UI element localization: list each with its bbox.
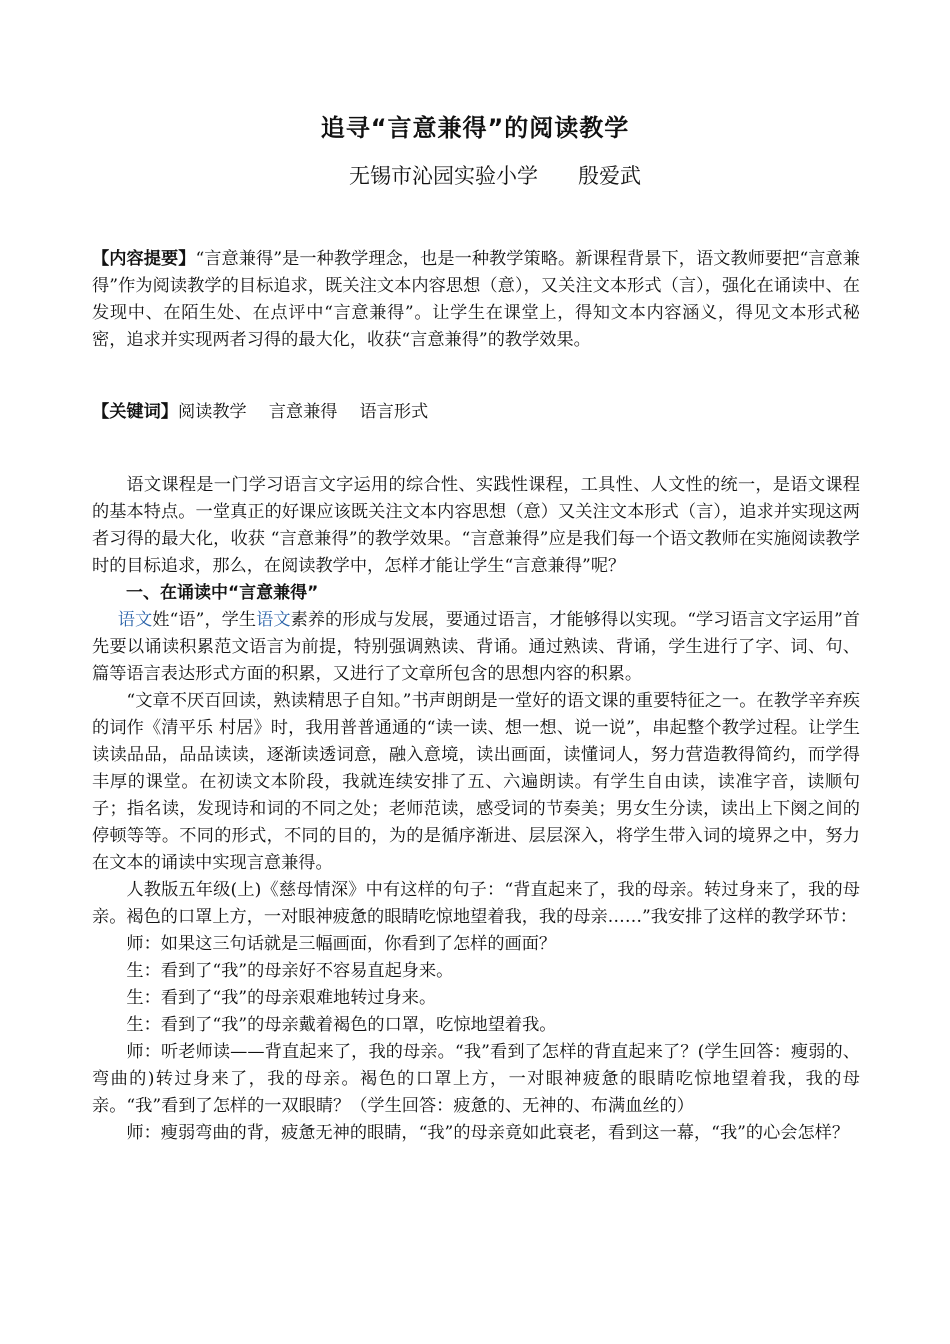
author-line — [0, 160, 950, 190]
intro-paragraph: 语文课程是一门学习语言文字运用的综合性、实践性课程，工具性、人文性的统一，是语文课程的基本特点。一堂真正的好课应该既关注文本内容思想（意）又关注文本形式（言），追求并实现这两者习得的最大化，收获 “言意兼得”的教学效果。“言意兼得”应是我们每一个语文教师在实施阅读教学时的目标追求，那么，在阅读教学中，怎样才能让学生“言意兼得”呢？ — [92, 475, 860, 576]
abstract-paragraph — [92, 246, 860, 354]
school-name: 无锡市沁园实验小学 — [349, 164, 538, 188]
keywords-line — [92, 399, 860, 426]
dialogue-line: 师：如果这三句话就是三幅画面，你看到了怎样的画面？ — [126, 934, 557, 954]
body-paragraph: 人教版五年级(上)《慈母情深》中有这样的句子：“背直起来了，我的母亲。转过身来了，我的母亲。褐色的口罩上方，一对眼神疲惫的眼睛吃惊地望着我，我的母亲……”我安排了这样的教学环节： — [92, 880, 860, 927]
dialogue-line: 师：瘦弱弯曲的背，疲惫无神的眼睛，“我”的母亲竟如此衰老，看到这一幕，“我”的心会怎样？ — [126, 1123, 850, 1143]
dialogue-line: 生：看到了“我”的母亲戴着褐色的口罩，吃惊地望着我。 — [126, 1015, 557, 1035]
abstract-label: 【内容提要】 — [92, 249, 196, 269]
dialogue-line: 生：看到了“我”的母亲艰难地转过身来。 — [126, 988, 437, 1008]
keyword-item: 阅读教学 — [177, 402, 247, 422]
body-paragraph: “文章不厌百回读，熟读精思子自知。”书声朗朗是一堂好的语文课的重要特征之一。在教学辛弃疾的词作《清平乐 村居》时，我用普普通通的“读一读、想一想、说一说”，串起整个教学过程。让学生读读品品，品品读读，逐渐读透词意，融入意境，读出画面，读懂词人，努力营造教得简约，而学得丰厚的课堂。在初读文本阶段，我就连续安排了五、六遍朗读。有学生自由读，读准字音，读顺句子；指名读，发现诗和词的不同之处；老师范读，感受词的节奏美；男女生分读，读出上下阕之间的停顿等等。不同的形式，不同的目的，为的是循序渐进、层层深入，将学生带入词的境界之中，努力在文本的诵读中实现言意兼得。 — [92, 691, 860, 873]
document-title: 追寻“言意兼得”的阅读教学 — [320, 114, 630, 142]
link-yuwen[interactable]: 语文 — [256, 610, 291, 630]
main-body — [92, 472, 860, 1147]
dialogue-line: 生：看到了“我”的母亲好不容易直起身来。 — [126, 961, 454, 981]
keyword-item: 语言形式 — [359, 402, 429, 422]
author-name: 殷爱武 — [578, 164, 641, 188]
abstract-text: “言意兼得”是一种教学理念，也是一种教学策略。新课程背景下，语文教师要把“言意兼得”作为阅读教学的目标追求，既关注文本内容思想（意），又关注文本形式（言），强化在诵读中、在发现中、在陌生处、在点评中“言意兼得”。让学生在课堂上，得知文本内容涵义，得见文本形式秘密，追求并实现两者习得的最大化，收获“言意兼得”的教学效果。 — [92, 249, 860, 350]
link-yuwen[interactable]: 语文 — [117, 610, 153, 630]
paragraph-text: 姓“语”，学生 — [152, 610, 257, 630]
section-heading: 一、在诵读中“言意兼得” — [126, 583, 319, 603]
dialogue-line: 师：听老师读——背直起来了，我的母亲。“我”看到了怎样的背直起来了？(学生回答：瘦弱的、弯曲的)转过身来了，我的母亲。褐色的口罩上方，一对眼神疲惫的眼睛吃惊地望着我，我的母亲。“我”看到了怎样的一双眼睛？（学生回答：疲惫的、无神的、布满血丝的） — [92, 1042, 860, 1116]
paragraph-text: 素养的形成与发展，要通过语言，才能够得以实现。“学习语言文字运用”首先要以诵读积累范文语言为前提，特别强调熟读、背诵。通过熟读、背诵，学生进行了字、词、句、篇等语言表达形式方面的积累，又进行了文章所包含的思想内容的积累。 — [92, 610, 860, 684]
keywords-label: 【关键词】 — [92, 402, 178, 422]
body-paragraph — [92, 607, 860, 688]
keyword-item: 言意兼得 — [268, 402, 338, 422]
